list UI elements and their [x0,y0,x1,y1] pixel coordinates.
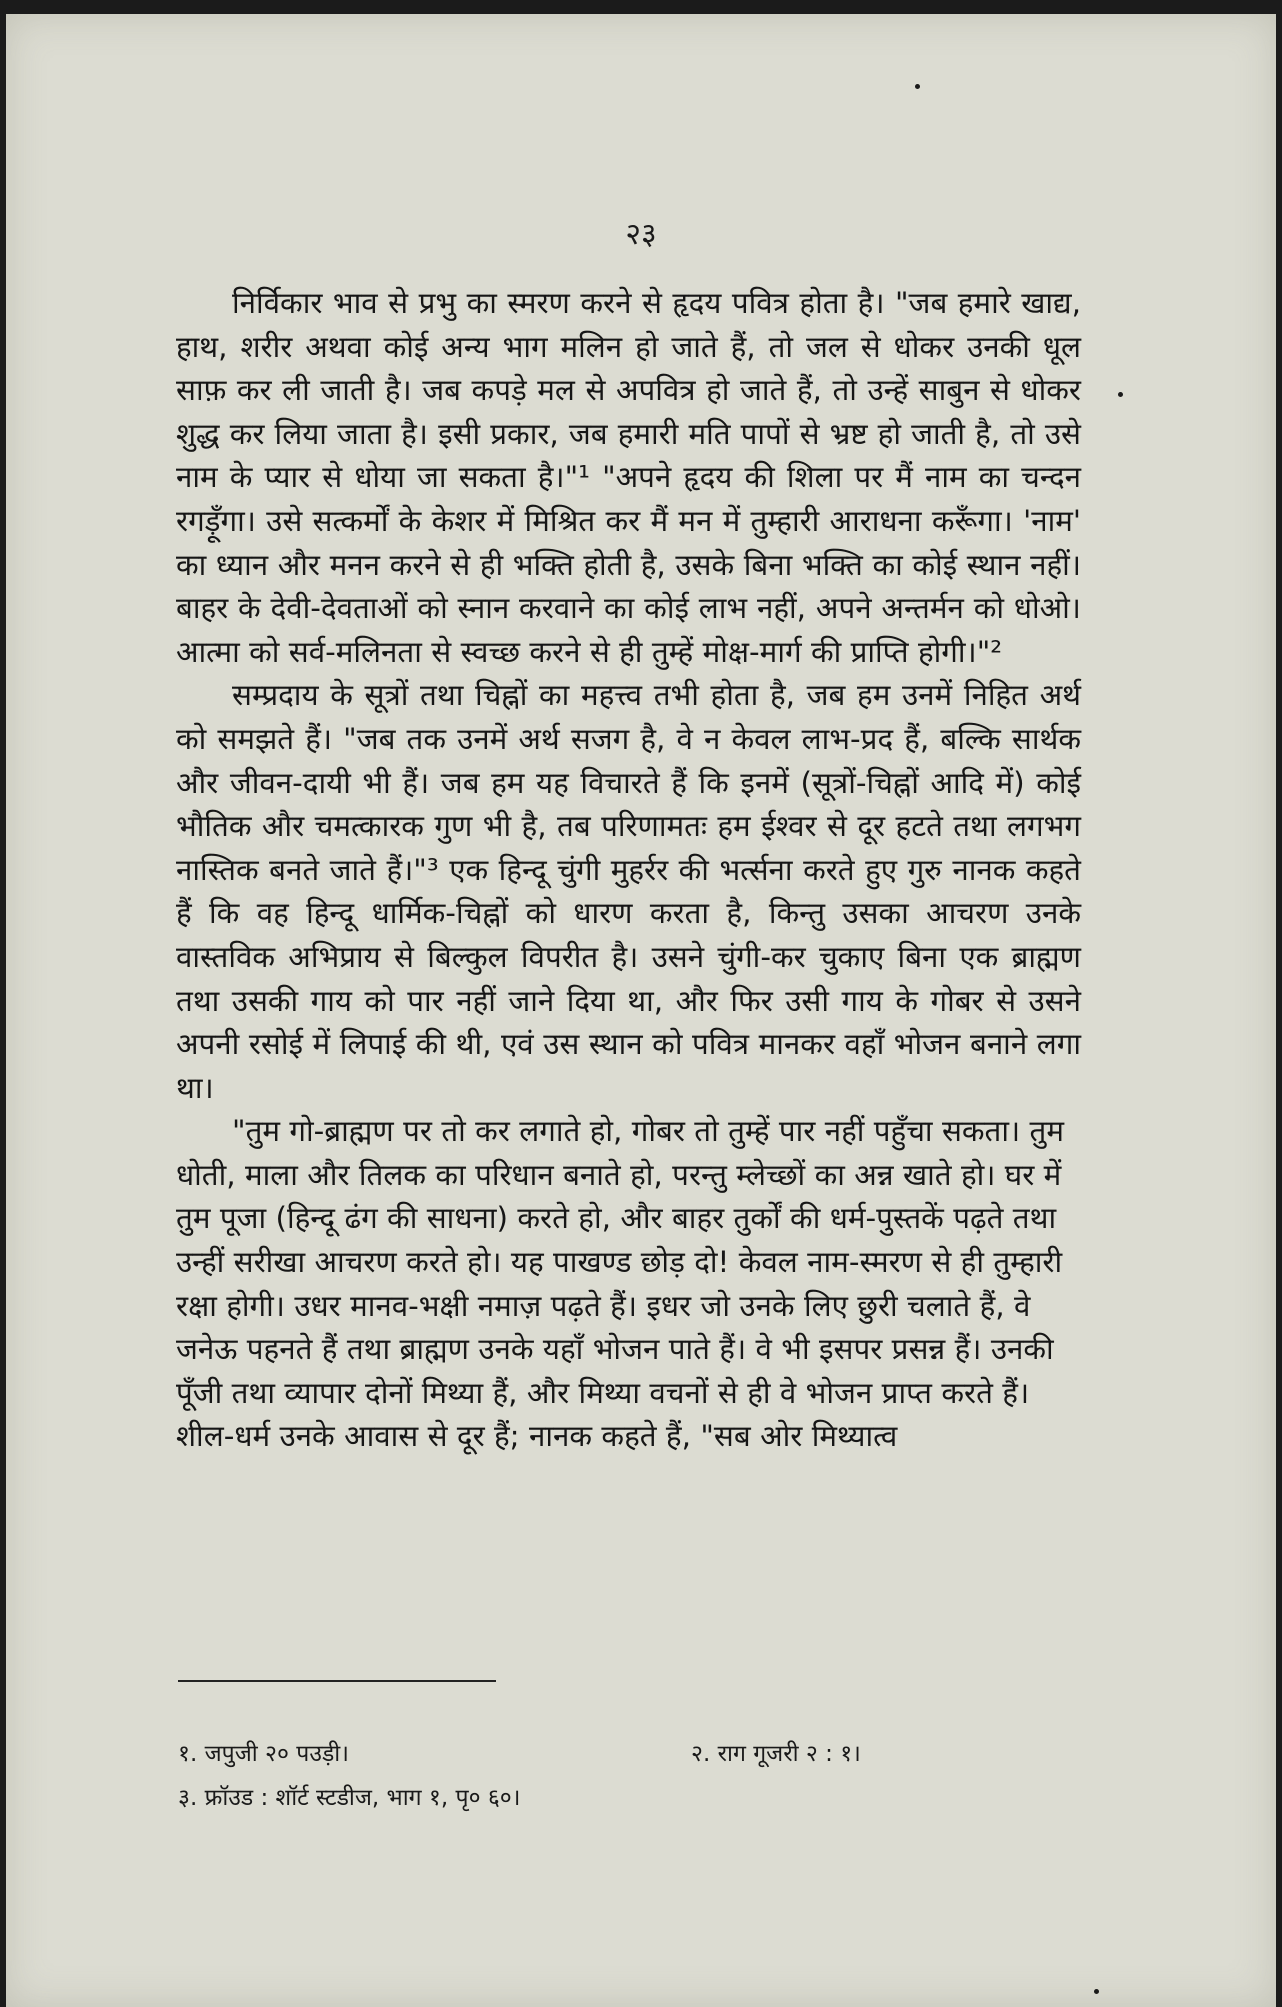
footnote-1: १. जपुजी २० पउड़ी। [178,1741,349,1767]
paper-speck [1094,1989,1099,1994]
paper-speck [1118,392,1123,397]
paragraph-1: निर्विकार भाव से प्रभु का स्मरण करने से हृदय पवित्र होता है। "जब हमारे खाद्य, हाथ, शरीर अथवा कोई अन्य भाग मलिन हो जाते हैं, तो जल से धोकर उनकी धूल साफ़ कर ली जाती है। जब कपड़े मल से अपवित्र हो जाते हैं, तो उन्हें साबुन से धोकर शुद्ध कर लिया जाता है। इसी प्रकार, जब हमारी मति पापों से भ्रष्ट हो जाती है, तो उसे नाम के प्यार से धोया जा सकता है।"¹ "अपने हृदय की शिला पर मैं नाम का चन्दन रगड़ूँगा। उसे सत्कर्मों के केशर में मिश्रित कर मैं मन में तुम्हारी आराधना करूँगा। 'नाम' का ध्यान और मनन करने से ही भक्ति होती है, उसके बिना भक्ति का कोई स्थान नहीं। बाहर के देवी-देवताओं को स्नान करवाने का कोई लाभ नहीं, अपने अन्तर्मन को धोओ। आत्मा को सर्व-मलिनता से स्वच्छ करने से ही तुम्हें मोक्ष-मार्ग की प्राप्ति होगी।"² [176,286,1081,669]
page-number: २३ [625,217,657,252]
body-text [176,282,1081,1459]
paragraph-2: सम्प्रदाय के सूत्रों तथा चिह्नों का महत्त्व तभी होता है, जब हम उनमें निहित अर्थ को समझते हैं। "जब तक उनमें अर्थ सजग है, वे न केवल लाभ-प्रद हैं, बल्कि सार्थक और जीवन-दायी भी हैं। जब हम यह विचारते हैं कि इनमें (सूत्रों-चिह्नों आदि में) कोई भौतिक और चमत्कारक गुण भी है, तब परिणामतः हम ईश्वर से दूर हटते तथा लगभग नास्तिक बनते जाते हैं।"³ एक हिन्दू चुंगी मुहर्रर की भर्त्सना करते हुए गुरु नानक कहते हैं कि वह हिन्दू धार्मिक-चिह्नों को धारण करता है, किन्तु उसका आचरण उनके वास्तविक अभिप्राय से बिल्कुल विपरीत है। उसने चुंगी-कर चुकाए बिना एक ब्राह्मण तथा उसकी गाय को पार नहीं जाने दिया था, और फिर उसी गाय के गोबर से उसने अपनी रसोई में लिपाई की थी, एवं उस स्थान को पवित्र मानकर वहाँ भोजन बनाने लगा था। [176,678,1081,1105]
footnote-divider [178,1680,496,1682]
footnote-2: २. राग गूजरी २ : १। [691,1741,861,1767]
paragraph-3: "तुम गो-ब्राह्मण पर तो कर लगाते हो, गोबर तो तुम्हें पार नहीं पहुँचा सकता। तुम धोती, माला और तिलक का परिधान बनाते हो, परन्तु म्लेच्छों का अन्न खाते हो। घर में तुम पूजा (हिन्दू ढंग की साधना) करते हो, और बाहर तुर्कों की धर्म-पुस्तकें पढ़ते तथा उन्हीं सरीखा आचरण करते हो। यह पाखण्ड छोड़ दो! केवल नाम-स्मरण से ही तुम्हारी रक्षा होगी। उधर मानव-भक्षी नमाज़ पढ़ते हैं। इधर जो उनके लिए छुरी चलाते हैं, वे जनेऊ पहनते हैं तथा ब्राह्मण उनके यहाँ भोजन पाते हैं। वे भी इसपर प्रसन्न हैं। उनकी पूँजी तथा व्यापार दोनों मिथ्या हैं, और मिथ्या वचनों से ही वे भोजन प्राप्त करते हैं। शील-धर्म उनके आवास से दूर हैं; नानक कहते हैं, "सब ओर मिथ्यात्व [176,1114,1065,1454]
book-page [6,14,1276,2007]
footnote-3: ३. फ्रॉउड : शॉर्ट स्टडीज, भाग १, पृ० ६०। [178,1785,521,1811]
paper-speck [915,84,920,89]
